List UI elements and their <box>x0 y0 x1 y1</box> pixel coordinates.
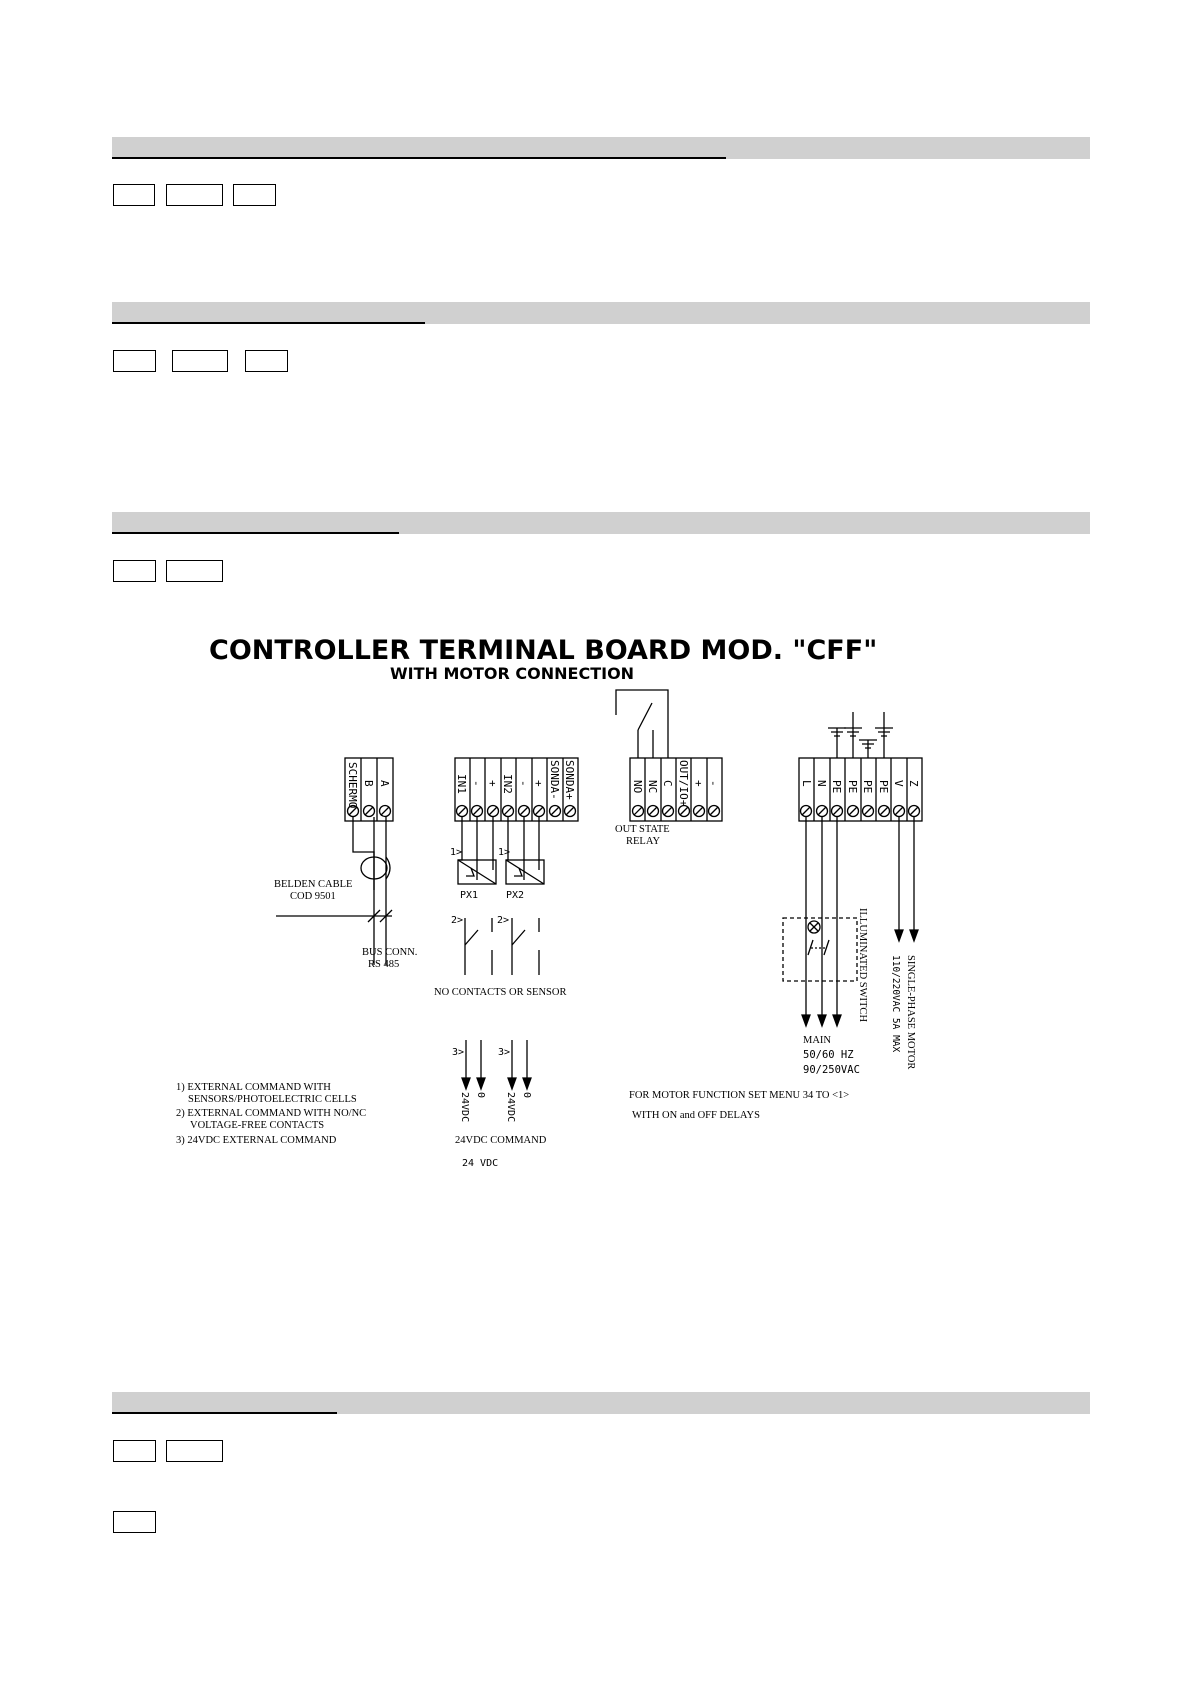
note-2-cont: VOLTAGE-FREE CONTACTS <box>190 1120 325 1131</box>
terminal-label-pe: PE <box>830 780 843 794</box>
terminal-label-plus: + <box>532 780 545 787</box>
mark-2-left: 2> <box>451 915 464 926</box>
main-label: MAIN <box>803 1035 831 1046</box>
terminal-label-plus: + <box>692 780 705 787</box>
bus-conn-label: BUS CONN. <box>362 947 418 958</box>
terminal-label-c: C <box>661 780 674 787</box>
terminal-label-l: L <box>800 780 813 787</box>
note-3: 3) 24VDC EXTERNAL COMMAND <box>176 1135 337 1146</box>
earth-symbols <box>828 712 893 758</box>
main-freq-label: 50/60 HZ <box>803 1049 854 1061</box>
terminal-label-b: B <box>362 780 375 787</box>
terminal-label-minus: - <box>707 780 720 787</box>
bus-rs485-label: RS 485 <box>368 959 400 970</box>
terminal-label-no: NO <box>631 780 644 794</box>
terminal-label-a: A <box>378 780 391 787</box>
terminal-label-minus: - <box>517 780 530 787</box>
mark-3-right: 3> <box>498 1047 511 1058</box>
power-terminal-block <box>799 758 922 821</box>
terminal-label-out-io: OUT/IO+ <box>677 760 690 807</box>
v24-plain-label: 24 VDC <box>462 1158 499 1169</box>
terminal-label-pe: PE <box>846 780 859 794</box>
terminal-label-v: V <box>892 780 905 787</box>
note-1: 1) EXTERNAL COMMAND WITH <box>176 1082 331 1093</box>
diagram-subtitle: WITH MOTOR CONNECTION <box>390 664 635 683</box>
terminal-label-schermo: SCHERMO <box>346 762 359 809</box>
zero-label-2: 0 <box>521 1092 532 1099</box>
belden-cable-label: BELDEN CABLE <box>274 879 353 890</box>
relay-label: RELAY <box>626 836 661 847</box>
terminal-label-plus: + <box>486 780 499 787</box>
v24-label-1: 24VDC <box>459 1092 470 1123</box>
note-2: 2) EXTERNAL COMMAND WITH NO/NC <box>176 1108 367 1119</box>
note-1-cont: SENSORS/PHOTOELECTRIC CELLS <box>188 1094 357 1105</box>
px1-label: PX1 <box>460 890 479 901</box>
zero-label-1: 0 <box>475 1092 486 1099</box>
main-voltage-label: 90/250VAC <box>803 1064 860 1076</box>
terminal-label-n: N <box>815 780 828 787</box>
terminal-label-sonda-plus: SONDA+ <box>563 760 576 800</box>
terminal-label-sonda-minus: SONDA- <box>548 760 561 800</box>
terminal-label-in2: IN2 <box>501 774 514 794</box>
mark-1-px2: 1> <box>498 847 511 858</box>
terminal-label-nc: NC <box>646 780 659 794</box>
motor-label: SINGLE-PHASE MOTOR <box>905 955 916 1070</box>
motor-note-1: FOR MOTOR FUNCTION SET MENU 34 TO <1> <box>629 1090 850 1101</box>
terminal-label-in1: IN1 <box>455 774 468 794</box>
v24-label-2: 24VDC <box>505 1092 516 1123</box>
mark-3-left: 3> <box>452 1047 465 1058</box>
cmd-24vdc-label: 24VDC COMMAND <box>455 1135 547 1146</box>
mark-1-px1: 1> <box>450 847 463 858</box>
belden-cod-label: COD 9501 <box>290 891 336 902</box>
illuminated-switch-label: ILLUMINATED SWITCH <box>857 908 868 1023</box>
terminal-label-minus: - <box>470 780 483 787</box>
terminal-label-pe: PE <box>877 780 890 794</box>
motor-rating-label: 110/220VAC 5A MAX <box>890 955 901 1053</box>
terminal-label-pe: PE <box>861 780 874 794</box>
motor-note-2: WITH ON and OFF DELAYS <box>632 1110 760 1121</box>
no-contacts-label: NO CONTACTS OR SENSOR <box>434 987 567 998</box>
px2-label: PX2 <box>506 890 525 901</box>
diagram-title: CONTROLLER TERMINAL BOARD MOD. "CFF" <box>209 635 878 666</box>
terminal-label-z: Z <box>907 780 920 787</box>
mark-2-right: 2> <box>497 915 510 926</box>
out-state-label: OUT STATE <box>615 824 670 835</box>
